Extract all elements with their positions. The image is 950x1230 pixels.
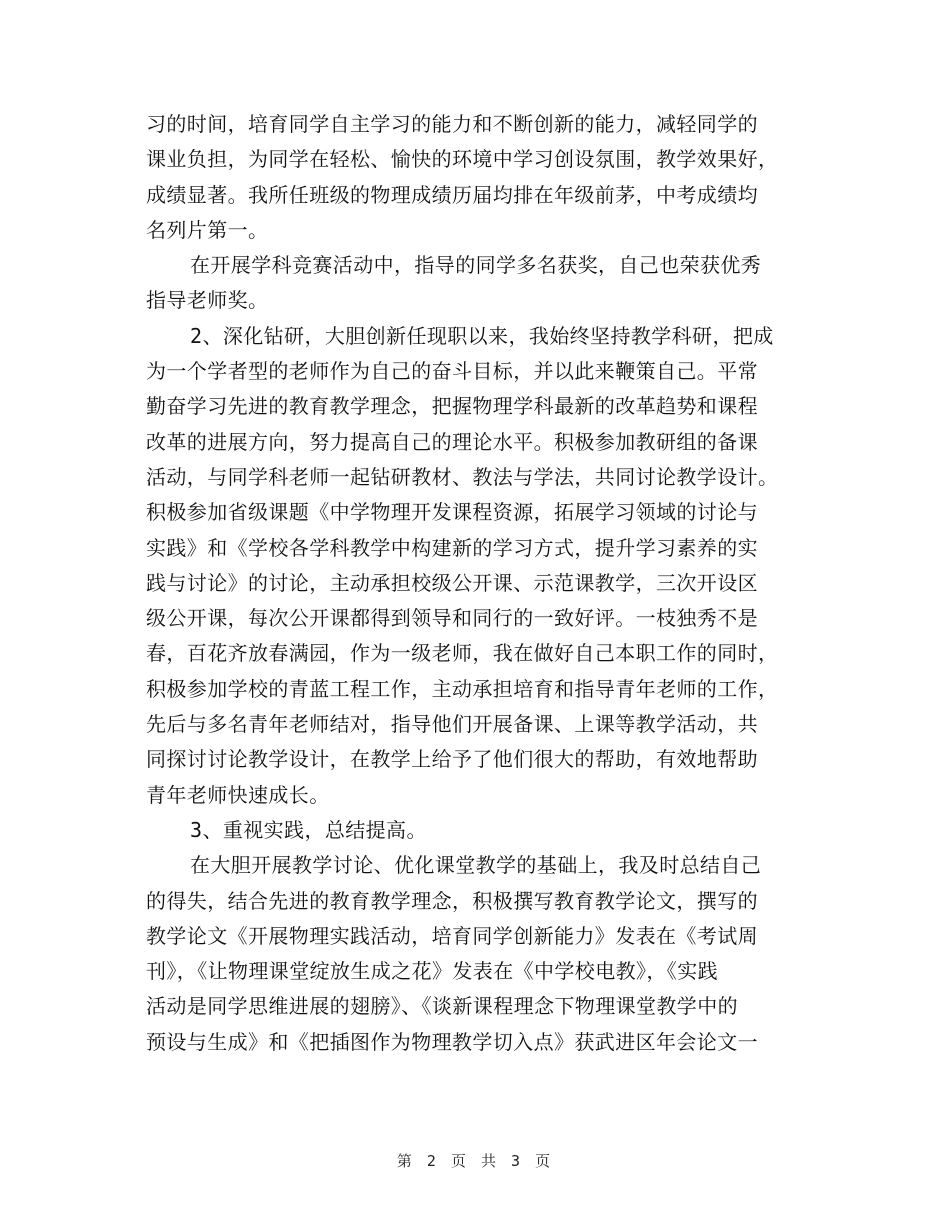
text-line: 课业负担，为同学在轻松、愉快的环境中学习创设氛围，教学效果好， (146, 147, 779, 172)
text-line: 实践》和《学校各学科教学中构建新的学习方式，提升学习素养的实 (146, 535, 758, 560)
text-line: 活动，与同学科老师一起钻研教材、教法与学法，共同讨论教学设计。 (146, 464, 779, 489)
text-line: 践与讨论》的讨论，主动承担校级公开课、示范课教学，三次开设区 (146, 570, 758, 595)
text-line: 活动是同学思维进展的翅膀》、《谈新课程理念下物理课堂教学中的 (146, 994, 738, 1019)
document-body (146, 107, 808, 1060)
text-line: 在开展学科竞赛活动中，指导的同学多名获奖，自己也荣获优秀 (190, 253, 762, 278)
text-line: 预设与生成》和《把插图作为物理教学切入点》获武进区年会论文一 (146, 1029, 758, 1054)
text-line: 级公开课，每次公开课都得到领导和同行的一致好评。一枝独秀不是 (146, 606, 758, 631)
text-line: 2、深化钻研，大胆创新任现职以来，我始终坚持教学科研，把成 (190, 323, 774, 348)
text-line: 积极参加学校的青蓝工程工作，主动承担培育和指导青年老师的工作， (146, 676, 779, 701)
text-line: 指导老师奖。 (146, 288, 269, 313)
text-line: 教学论文《开展物理实践活动，培育同学创新能力》发表在《考试周 (146, 923, 758, 948)
text-line: 习的时间，培育同学自主学习的能力和不断创新的能力，减轻同学的 (146, 112, 758, 136)
text-line: 春，百花齐放春满园，作为一级老师，我在做好自己本职工作的同时， (146, 641, 779, 666)
text-line: 的得失，结合先进的教育教学理念，积极撰写教育教学论文，撰写的 (146, 888, 758, 913)
text-line: 成绩显著。我所任班级的物理成绩历届均排在年级前茅，中考成绩均 (146, 182, 758, 207)
text-line: 勤奋学习先进的教育教学理念，把握物理学科最新的改革趋势和课程 (146, 394, 758, 419)
text-line: 3、重视实践，总结提高。 (190, 817, 427, 842)
page-number-footer: 第 2 页 共 3 页 (396, 1152, 554, 1170)
text-line: 同探讨讨论教学设计，在教学上给予了他们很大的帮助，有效地帮助 (146, 747, 758, 772)
text-line: 为一个学者型的老师作为自己的奋斗目标，并以此来鞭策自己。平常 (146, 359, 758, 384)
text-line: 改革的进展方向，努力提高自己的理论水平。积极参加教研组的备课 (146, 429, 758, 454)
text-line: 先后与多名青年老师结对，指导他们开展备课、上课等教学活动，共 (146, 712, 758, 737)
text-line: 青年老师快速成长。 (146, 782, 330, 807)
text-line: 积极参加省级课题《中学物理开发课程资源，拓展学习领域的讨论与 (146, 500, 758, 525)
text-line: 在大胆开展教学讨论、优化课堂教学的基础上，我及时总结自己 (190, 853, 762, 878)
text-line: 刊》，《让物理课堂绽放生成之花》发表在《中学校电教》，《实践 (146, 959, 718, 984)
text-line: 名列片第一。 (146, 217, 269, 242)
